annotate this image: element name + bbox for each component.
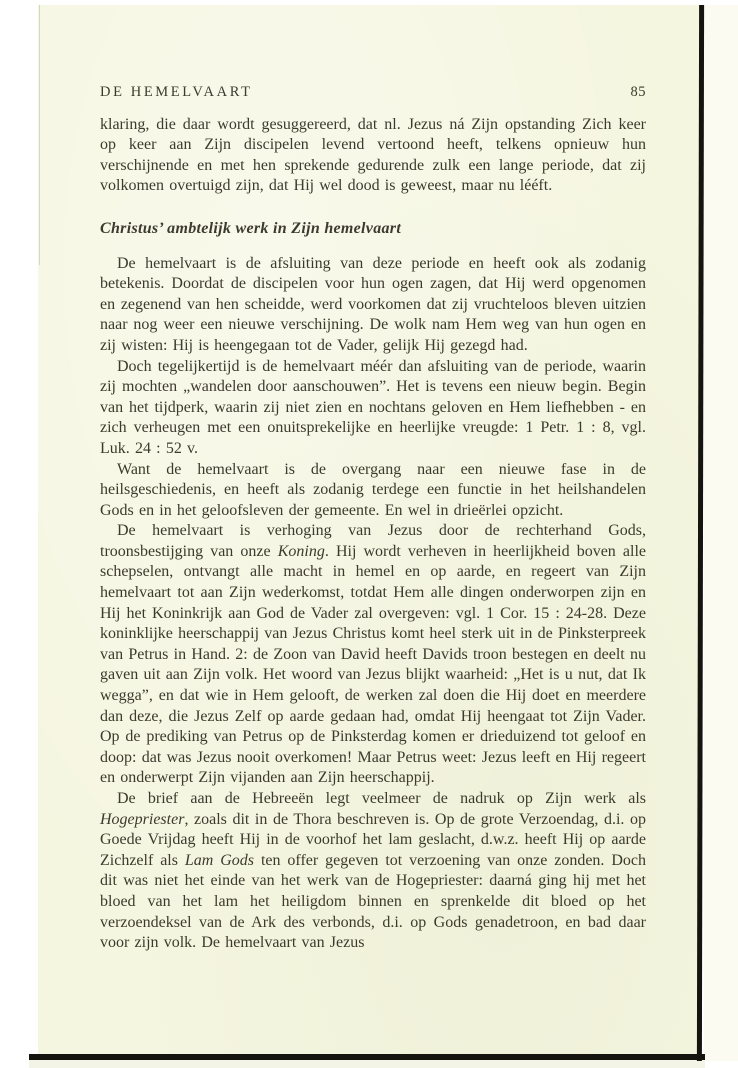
- paragraph: [100, 460, 646, 522]
- page-edge-shadow-bottom: [29, 1054, 705, 1060]
- paragraph-text: ten offer gegeven tot verzoening van onze zonden. Doch dit was niet het einde van het werk van de Hogepriester: daarná ging hij met het bloed van het lam het heiligdom binnen en sprenkelde dit bloed op het verzoendeksel van de Ark des verbonds, d.i. op Gods genadetroon, en bad daar voor zijn volk. De hemelvaart van Jezus: [100, 851, 646, 952]
- paragraph-text: De brief aan de Hebreeën legt veelmeer de nadruk op Zijn werk als: [117, 790, 646, 807]
- paragraph-text-italic: Hogepriester: [100, 810, 185, 828]
- paragraph-text: De hemelvaart is verhoging van Jezus door de rechterhand Gods, troonsbestijging van onze: [100, 522, 646, 560]
- paragraph-text: . Hij wordt verheven in heerlijkheid boven alle schepselen, ontvangt alle macht in hemel en op aarde, en regeert van Zijn hemelvaart tot aan Zijn wederkomst, totdat Hem alle dingen onderworpen zijn en Hij het Koninkrijk aan God de Vader zal overgeven: vgl. 1 Cor. 15 : 24-28. Deze koninklijke heerschappij van Jezus Christus komt heel sterk uit in de Pinksterpreek van Petrus in Hand. 2: de Zoon van David heeft Davids troon bestegen en deelt nu gaven uit aan Zijn volk. Het woord van Jezus blijkt waarheid: „Het is u nut, dat Ik wegga”, en dat wie in Hem gelooft, de werken zal doen die Hij doet en meerdere dan deze, die Jezus Zelf op aarde gedaan had, omdat Hij heengaat tot Zijn Vader. Op de prediking van Petrus op de Pinksterdag komen er drieduizend tot geloof en doop: dat was Jezus nooit overkomen! Maar Petrus weet: Jezus leeft en Hij regeert en onderwerpt Zijn vijanden aan Zijn heerschappij.: [100, 542, 646, 787]
- section-heading: Christus’ ambtelijk werk in Zijn hemelvaart: [100, 219, 402, 237]
- scan-bottom-margin: [29, 1060, 705, 1068]
- paragraph-text: Want de hemelvaart is de overgang naar een nieuwe fase in de heilsgeschiedenis, en heeft als zodanig terdege een functie in het heilshandelen Gods en in het geloofsleven der gemeente. En wel in drieërlei opzicht.: [100, 460, 646, 519]
- chapter-title: DE HEMELVAART: [100, 84, 253, 100]
- paragraph-text-italic: Lam Gods: [184, 851, 255, 869]
- paragraph-text-italic: Koning: [277, 542, 325, 560]
- paragraph-text: klaring, die daar wordt gesuggereerd, dat nl. Jezus ná Zijn opstanding Zich keer op keer aan Zijn discipelen levend vertoond heeft, telkens opnieuw hun verschijnende en met hen sprekende gedurende zulk een lange periode, dat zij volkomen overtuigd zijn, dat Hij wel dood is geweest, maar nu lééft.: [100, 115, 646, 195]
- paragraph-text: De hemelvaart is de afsluiting van deze periode en heeft ook als zodanig betekenis. Doordat de discipelen voor hun ogen zagen, dat Hij werd opgenomen en zegenend van hen scheidde, werd voorkomen dat zij vruchteloos bleven uitzien naar nog weer een nieuwe verschijning. De wolk nam Hem weg van hun ogen en zij wisten: Hij is heengegaan tot de Vader, gelijk Hij gezegd had.: [100, 254, 646, 354]
- paragraph: [100, 521, 646, 789]
- paragraph: [100, 357, 646, 460]
- body-text: [100, 115, 646, 954]
- scan-right-margin: [704, 5, 738, 1061]
- paragraph: [100, 789, 646, 954]
- paragraph-text: Doch tegelijkertijd is de hemelvaart méér dan afsluiting van de periode, waarin zij mochten „wandelen door aanschouwen”. Het is tevens een nieuw begin. Begin van het tijdperk, waarin zij niet zien en nochtans geloven en Hem liefhebben - en zich verheugen met een onuitsprekelijke en heerlijke vreugde: 1 Petr. 1 : 8, vgl. Luk. 24 : 52 v.: [100, 357, 646, 457]
- paragraph-text: , zoals dit in de Thora beschreven is. Op de grote Verzoendag, d.i. op Goede Vrijdag heeft Hij in de voorhof het lam geslacht, d.w.z. heeft Hij op aarde Zichzelf als: [100, 810, 646, 869]
- running-header: [100, 82, 646, 103]
- text-column: [100, 82, 646, 954]
- paragraph: [100, 254, 646, 357]
- paragraph-continuation: [100, 115, 646, 197]
- page-number: 85: [630, 84, 646, 100]
- page-crease-line: [39, 5, 40, 265]
